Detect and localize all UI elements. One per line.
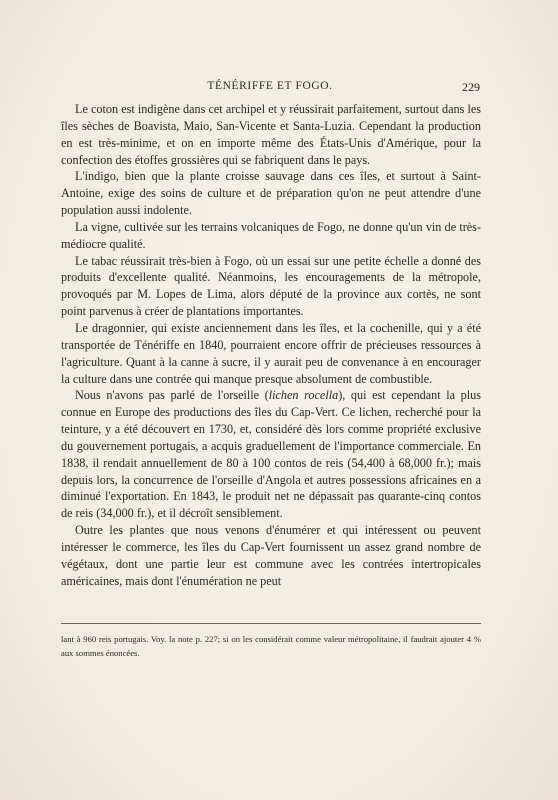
orseille-text-after: ), qui est cependant la plus connue en Europe des productions des îles du Cap-Vert. Ce lichen, recherché pour la teinture, y a été découvert en 1730, et, considéré dès lors comme propriété exclusive du gouvernement portugais, a acquis graduellement de l'importance commerciale. En 1838, il rendait annuellement de 80 à 100 contos de reis (54,400 à 68,000 fr.); mais depuis lors, la concurrence de l'orseille d'Angola et autres possessions africaines en a diminué l'exportation. En 1843, le produit net ne dépassait pas quarante-cinq contos de reis (34,000 fr.), et il décroît sensiblement.	[61, 388, 482, 521]
page-number: 229	[462, 80, 480, 94]
paragraph-dragonnier: Le dragonnier, qui existe anciennement dans les îles, et la cochenille, qui y a été transportée de Ténériffe en 1840, pourraient encore offrir de précieuses ressources à l'agriculture. Quant à la canne à sucre, il y aurait peu de convenance à en encourager la culture dans une contrée qui manque presque absolument de combustible.	[61, 320, 481, 386]
orseille-text-before: Nous n'avons pas parlé de l'orseille (	[75, 388, 269, 403]
paragraph-tabac: Le tabac réussirait très-bien à Fogo, où un essai sur une petite échelle a donné des produits d'excellente qualité. Néanmoins, les encouragements de la métropole, provoqués par M. Lopes de Lima, alors député de la province aux cortès, ne sont point parvenus à créer de plantations importantes.	[61, 253, 481, 319]
paragraph-vigne: La vigne, cultivée sur les terrains volcaniques de Fogo, ne donne qu'un vin de très-médiocre qualité.	[61, 219, 481, 251]
body-text	[61, 101, 481, 589]
paragraph-outre: Outre les plantes que nous venons d'énumérer et qui intéressent ou peuvent intéresser le commerce, les îles du Cap-Vert fournissent un assez grand nombre de végétaux, dont une partie leur est commune avec les contrées intertropicales américaines, mais dont l'énumération ne peut	[61, 523, 481, 588]
paragraph-orseille	[61, 387, 481, 522]
paragraph-coton: Le coton est indigène dans cet archipel et y réussirait parfaitement, surtout dans les îles sèches de Boavista, Maio, San-Vicente et Santa-Luzia. Cependant la production en est très-minime, et on en importe même des États-Unis d'Amérique, pour la confection des étoffes grossières qui se fabriquent dans le pays.	[61, 102, 481, 167]
orseille-italic-term: lichen rocella	[268, 388, 339, 403]
page-header	[60, 80, 480, 96]
footnote: lant à 960 reis portugais. Voy. la note p. 227; si on les considérait comme valeur métropolitaine, il faudrait ajouter 4 % aux sommes énoncées.	[61, 634, 481, 658]
paragraph-indigo: L'indigo, bien que la plante croisse sauvage dans ces îles, et surtout à Saint-Antoine, exige des soins de culture et de préparation qu'on ne peut attendre d'une population aussi indolente.	[61, 169, 481, 218]
footnote-rule	[61, 623, 481, 624]
running-title: TÉNÉRIFFE ET FOGO.	[207, 80, 333, 92]
